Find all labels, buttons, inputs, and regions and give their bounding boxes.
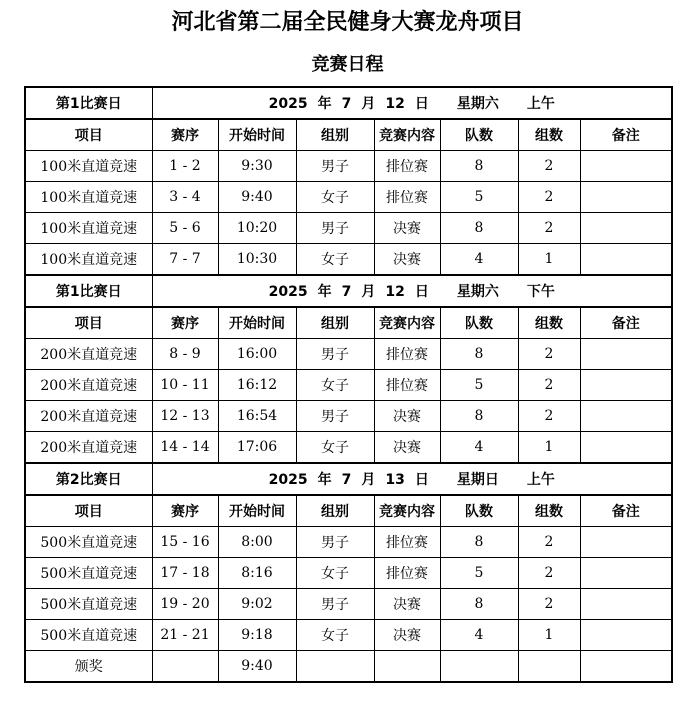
- cell-heat-range: [152, 651, 218, 683]
- cell-heat-range: 3 - 4: [152, 182, 218, 213]
- session-day: 12: [385, 96, 405, 112]
- column-header-team-count: 队数: [440, 119, 518, 151]
- table-row: [25, 651, 672, 683]
- cell-group-count: 1: [518, 432, 580, 464]
- cell-team-count: 4: [440, 620, 518, 651]
- session-day-unit: 日: [414, 284, 429, 300]
- table-row: [25, 589, 672, 620]
- session-period: 上午: [526, 96, 555, 112]
- cell-start-time: 9:02: [218, 589, 296, 620]
- cell-event: 100米直道竞速: [25, 244, 152, 276]
- cell-heat-range: 17 - 18: [152, 558, 218, 589]
- session-weekday: 星期日: [456, 472, 499, 488]
- table-row: [25, 432, 672, 464]
- session-year-unit: 年: [317, 472, 332, 488]
- table-row: [25, 401, 672, 432]
- cell-group: 女子: [296, 620, 374, 651]
- session-header-row: [25, 275, 672, 307]
- cell-start-time: 17:06: [218, 432, 296, 464]
- cell-remarks: [580, 432, 672, 464]
- cell-group-count: 2: [518, 558, 580, 589]
- cell-group-count: 2: [518, 401, 580, 432]
- column-header-team-count: 队数: [440, 495, 518, 527]
- cell-competition-type: 排位赛: [374, 339, 440, 370]
- cell-group: 女子: [296, 182, 374, 213]
- cell-event: 500米直道竞速: [25, 558, 152, 589]
- cell-group-count: 2: [518, 213, 580, 244]
- session-month: 7: [341, 284, 352, 300]
- cell-group: 男子: [296, 589, 374, 620]
- cell-start-time: 8:00: [218, 527, 296, 558]
- cell-remarks: [580, 213, 672, 244]
- column-header-heat-range: 赛序: [152, 119, 218, 151]
- cell-team-count: 8: [440, 527, 518, 558]
- cell-group: 女子: [296, 558, 374, 589]
- cell-competition-type: 排位赛: [374, 558, 440, 589]
- table-row: [25, 244, 672, 276]
- cell-group: 男子: [296, 151, 374, 182]
- cell-competition-type: 决赛: [374, 213, 440, 244]
- session-day: 13: [385, 472, 405, 488]
- column-header-competition-type: 竞赛内容: [374, 495, 440, 527]
- table-row: [25, 151, 672, 182]
- session-month-unit: 月: [361, 472, 376, 488]
- cell-heat-range: 7 - 7: [152, 244, 218, 276]
- session-day-unit: 日: [414, 96, 429, 112]
- cell-group-count: 2: [518, 370, 580, 401]
- session-month-unit: 月: [361, 284, 376, 300]
- column-header-group-count: 组数: [518, 495, 580, 527]
- cell-group-count: [518, 651, 580, 683]
- cell-event: 100米直道竞速: [25, 151, 152, 182]
- cell-group-count: 2: [518, 589, 580, 620]
- cell-remarks: [580, 651, 672, 683]
- cell-event: 100米直道竞速: [25, 213, 152, 244]
- session-day-label: 第2比赛日: [25, 463, 152, 495]
- column-header-start-time: 开始时间: [218, 495, 296, 527]
- column-header-row: [25, 307, 672, 339]
- table-row: [25, 339, 672, 370]
- column-header-row: [25, 119, 672, 151]
- cell-competition-type: 决赛: [374, 620, 440, 651]
- cell-competition-type: 决赛: [374, 401, 440, 432]
- cell-event: 500米直道竞速: [25, 527, 152, 558]
- column-header-row: [25, 495, 672, 527]
- cell-team-count: 8: [440, 401, 518, 432]
- cell-start-time: 9:18: [218, 620, 296, 651]
- column-header-group: 组别: [296, 119, 374, 151]
- cell-team-count: [440, 651, 518, 683]
- cell-competition-type: 决赛: [374, 589, 440, 620]
- table-row: [25, 370, 672, 401]
- cell-team-count: 8: [440, 589, 518, 620]
- session-date: [152, 275, 672, 307]
- column-header-group: 组别: [296, 307, 374, 339]
- session-date: [152, 463, 672, 495]
- session-year: 2025: [268, 284, 308, 300]
- cell-group: 男子: [296, 527, 374, 558]
- cell-remarks: [580, 370, 672, 401]
- session-month: 7: [341, 96, 352, 112]
- table-row: [25, 213, 672, 244]
- cell-remarks: [580, 558, 672, 589]
- session-month: 7: [341, 472, 352, 488]
- column-header-group-count: 组数: [518, 307, 580, 339]
- cell-competition-type: 排位赛: [374, 527, 440, 558]
- cell-remarks: [580, 620, 672, 651]
- cell-start-time: 9:40: [218, 182, 296, 213]
- cell-group: 女子: [296, 370, 374, 401]
- column-header-event: 项目: [25, 119, 152, 151]
- cell-competition-type: 排位赛: [374, 370, 440, 401]
- cell-heat-range: 14 - 14: [152, 432, 218, 464]
- cell-group-count: 2: [518, 527, 580, 558]
- cell-group: 男子: [296, 213, 374, 244]
- session-year: 2025: [268, 472, 308, 488]
- column-header-start-time: 开始时间: [218, 307, 296, 339]
- document-title: 河北省第二届全民健身大赛龙舟项目: [171, 10, 524, 35]
- column-header-event: 项目: [25, 495, 152, 527]
- cell-heat-range: 1 - 2: [152, 151, 218, 182]
- cell-team-count: 8: [440, 213, 518, 244]
- session-day-label: 第1比赛日: [25, 275, 152, 307]
- session-year-unit: 年: [317, 96, 332, 112]
- column-header-competition-type: 竞赛内容: [374, 119, 440, 151]
- cell-team-count: 8: [440, 339, 518, 370]
- cell-team-count: 4: [440, 244, 518, 276]
- cell-group: 男子: [296, 401, 374, 432]
- column-header-heat-range: 赛序: [152, 495, 218, 527]
- cell-heat-range: 8 - 9: [152, 339, 218, 370]
- cell-start-time: 10:20: [218, 213, 296, 244]
- session-header-row: [25, 87, 672, 119]
- cell-start-time: 9:40: [218, 651, 296, 683]
- cell-start-time: 9:30: [218, 151, 296, 182]
- cell-competition-type: 决赛: [374, 244, 440, 276]
- column-header-event: 项目: [25, 307, 152, 339]
- table-row: [25, 182, 672, 213]
- cell-group-count: 1: [518, 244, 580, 276]
- document-subtitle: 竞赛日程: [311, 54, 384, 75]
- session-year: 2025: [268, 96, 308, 112]
- cell-start-time: 10:30: [218, 244, 296, 276]
- cell-heat-range: 12 - 13: [152, 401, 218, 432]
- cell-remarks: [580, 151, 672, 182]
- cell-event: 200米直道竞速: [25, 401, 152, 432]
- table-row: [25, 527, 672, 558]
- cell-group-count: 2: [518, 339, 580, 370]
- column-header-group-count: 组数: [518, 119, 580, 151]
- column-header-group: 组别: [296, 495, 374, 527]
- cell-group: 男子: [296, 339, 374, 370]
- cell-event: 200米直道竞速: [25, 432, 152, 464]
- cell-team-count: 5: [440, 558, 518, 589]
- cell-remarks: [580, 244, 672, 276]
- session-period: 下午: [526, 284, 555, 300]
- cell-competition-type: [374, 651, 440, 683]
- cell-remarks: [580, 339, 672, 370]
- cell-event: 200米直道竞速: [25, 339, 152, 370]
- cell-start-time: 16:54: [218, 401, 296, 432]
- schedule-table: [24, 86, 673, 683]
- session-year-unit: 年: [317, 284, 332, 300]
- column-header-start-time: 开始时间: [218, 119, 296, 151]
- cell-remarks: [580, 182, 672, 213]
- cell-group: [296, 651, 374, 683]
- cell-team-count: 5: [440, 182, 518, 213]
- cell-group: 女子: [296, 432, 374, 464]
- cell-start-time: 16:00: [218, 339, 296, 370]
- cell-heat-range: 15 - 16: [152, 527, 218, 558]
- column-header-remarks: 备注: [580, 307, 672, 339]
- session-month-unit: 月: [361, 96, 376, 112]
- session-weekday: 星期六: [456, 96, 499, 112]
- column-header-competition-type: 竞赛内容: [374, 307, 440, 339]
- cell-event: 200米直道竞速: [25, 370, 152, 401]
- cell-heat-range: 10 - 11: [152, 370, 218, 401]
- cell-group-count: 2: [518, 182, 580, 213]
- cell-heat-range: 5 - 6: [152, 213, 218, 244]
- table-row: [25, 620, 672, 651]
- session-period: 上午: [526, 472, 555, 488]
- cell-start-time: 8:16: [218, 558, 296, 589]
- cell-group: 女子: [296, 244, 374, 276]
- cell-remarks: [580, 527, 672, 558]
- session-header-row: [25, 463, 672, 495]
- cell-competition-type: 排位赛: [374, 182, 440, 213]
- cell-group-count: 1: [518, 620, 580, 651]
- cell-team-count: 8: [440, 151, 518, 182]
- session-date: [152, 87, 672, 119]
- column-header-heat-range: 赛序: [152, 307, 218, 339]
- cell-heat-range: 21 - 21: [152, 620, 218, 651]
- cell-remarks: [580, 401, 672, 432]
- cell-event: 500米直道竞速: [25, 620, 152, 651]
- cell-competition-type: 决赛: [374, 432, 440, 464]
- column-header-remarks: 备注: [580, 119, 672, 151]
- cell-team-count: 4: [440, 432, 518, 464]
- cell-team-count: 5: [440, 370, 518, 401]
- session-day-label: 第1比赛日: [25, 87, 152, 119]
- cell-competition-type: 排位赛: [374, 151, 440, 182]
- cell-start-time: 16:12: [218, 370, 296, 401]
- cell-event: 500米直道竞速: [25, 589, 152, 620]
- cell-event: 颁奖: [25, 651, 152, 683]
- session-day: 12: [385, 284, 405, 300]
- cell-heat-range: 19 - 20: [152, 589, 218, 620]
- column-header-remarks: 备注: [580, 495, 672, 527]
- column-header-team-count: 队数: [440, 307, 518, 339]
- cell-event: 100米直道竞速: [25, 182, 152, 213]
- cell-group-count: 2: [518, 151, 580, 182]
- session-weekday: 星期六: [456, 284, 499, 300]
- session-day-unit: 日: [414, 472, 429, 488]
- cell-remarks: [580, 589, 672, 620]
- table-row: [25, 558, 672, 589]
